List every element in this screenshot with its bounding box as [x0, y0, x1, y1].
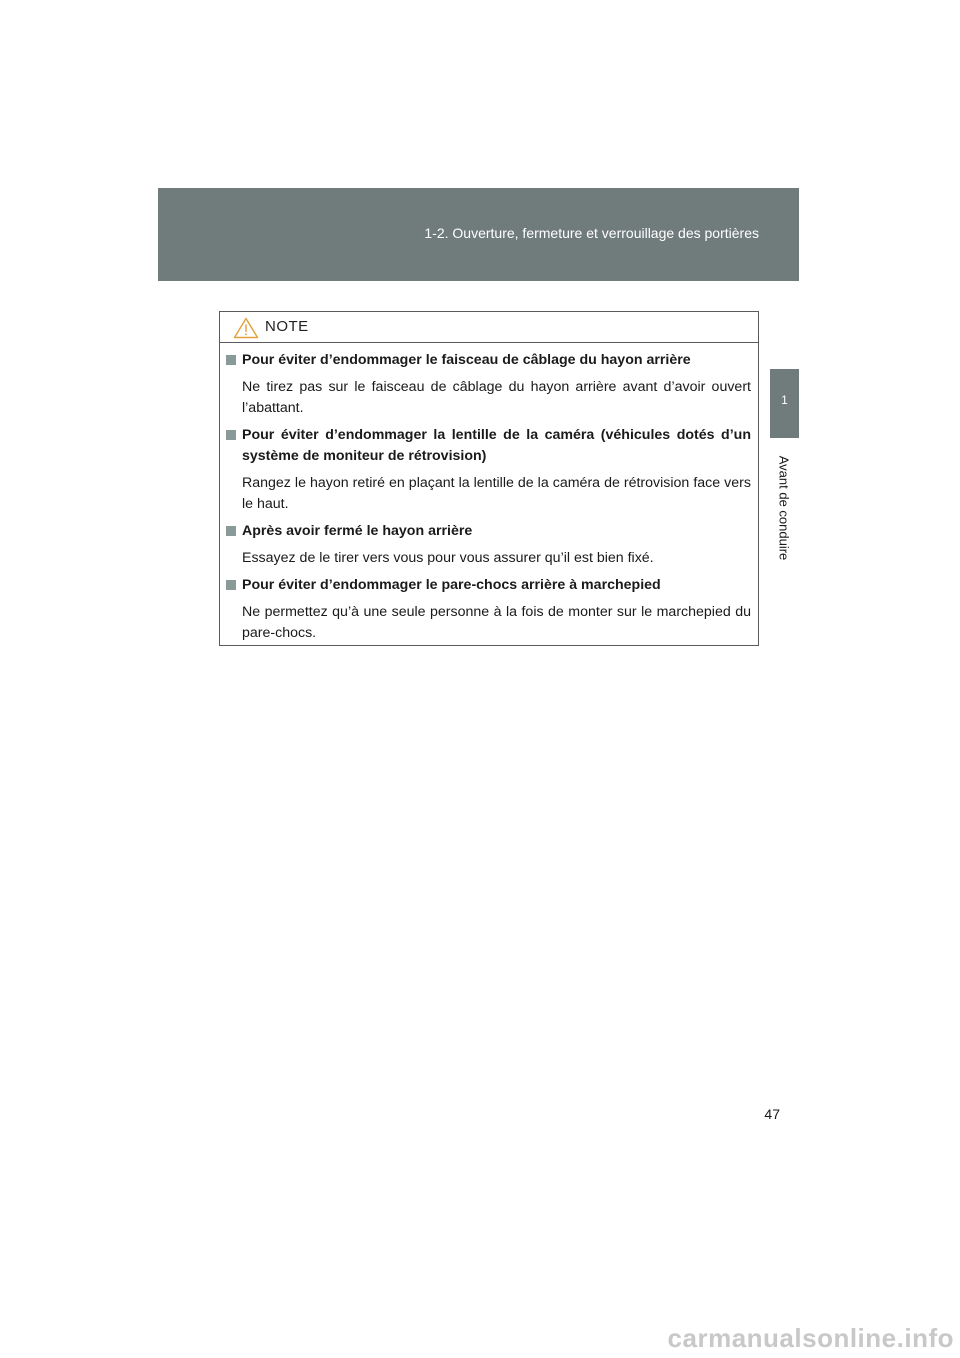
note-section-heading: [225, 425, 751, 467]
chapter-tab: [770, 369, 799, 438]
note-section-heading-text: Pour éviter d’endommager le pare-chocs arrière à marchepied: [242, 577, 661, 593]
square-bullet-icon: [226, 355, 236, 365]
note-section-body: Rangez le hayon retiré en plaçant la lentille de la caméra de rétrovision face vers le haut.: [242, 475, 751, 512]
note-title: NOTE: [265, 318, 309, 335]
page-number: 47: [764, 1106, 780, 1122]
note-section-heading: [225, 521, 751, 542]
note-section-heading-text: Pour éviter d’endommager la lentille de la caméra (véhicules dotés d’un système de moniteur de rétrovision): [242, 427, 751, 464]
note-section-body: Ne tirez pas sur le faisceau de câblage du hayon arrière avant d’avoir ouvert l’abattant.: [242, 379, 751, 416]
chapter-label: Avant de conduire: [776, 455, 792, 561]
note-section-body: Ne permettez qu’à une seule personne à la fois de monter sur le marchepied du pare-chocs.: [242, 604, 751, 641]
note-section: [225, 425, 751, 515]
note-section-body: Essayez de le tirer vers vous pour vous assurer qu’il est bien fixé.: [242, 550, 654, 566]
square-bullet-icon: [226, 580, 236, 590]
note-section-heading-text: Après avoir fermé le hayon arrière: [242, 523, 473, 539]
note-section: [225, 350, 751, 419]
note-section: [225, 521, 751, 569]
note-body: [220, 343, 758, 644]
watermark: carmanualsonline.info: [667, 1323, 954, 1353]
note-box: [219, 311, 759, 646]
note-section-heading: [225, 350, 751, 371]
square-bullet-icon: [226, 430, 236, 440]
note-section: [225, 575, 751, 644]
note-section-heading-text: Pour éviter d’endommager le faisceau de câblage du hayon arrière: [242, 352, 691, 368]
section-header-band: [158, 188, 799, 281]
chapter-number: 1: [781, 393, 788, 407]
note-header: [220, 312, 758, 343]
note-section-heading: [225, 575, 751, 596]
square-bullet-icon: [226, 526, 236, 536]
warning-triangle-icon: [233, 317, 259, 339]
section-title: 1-2. Ouverture, fermeture et verrouillage des portières: [424, 225, 759, 241]
